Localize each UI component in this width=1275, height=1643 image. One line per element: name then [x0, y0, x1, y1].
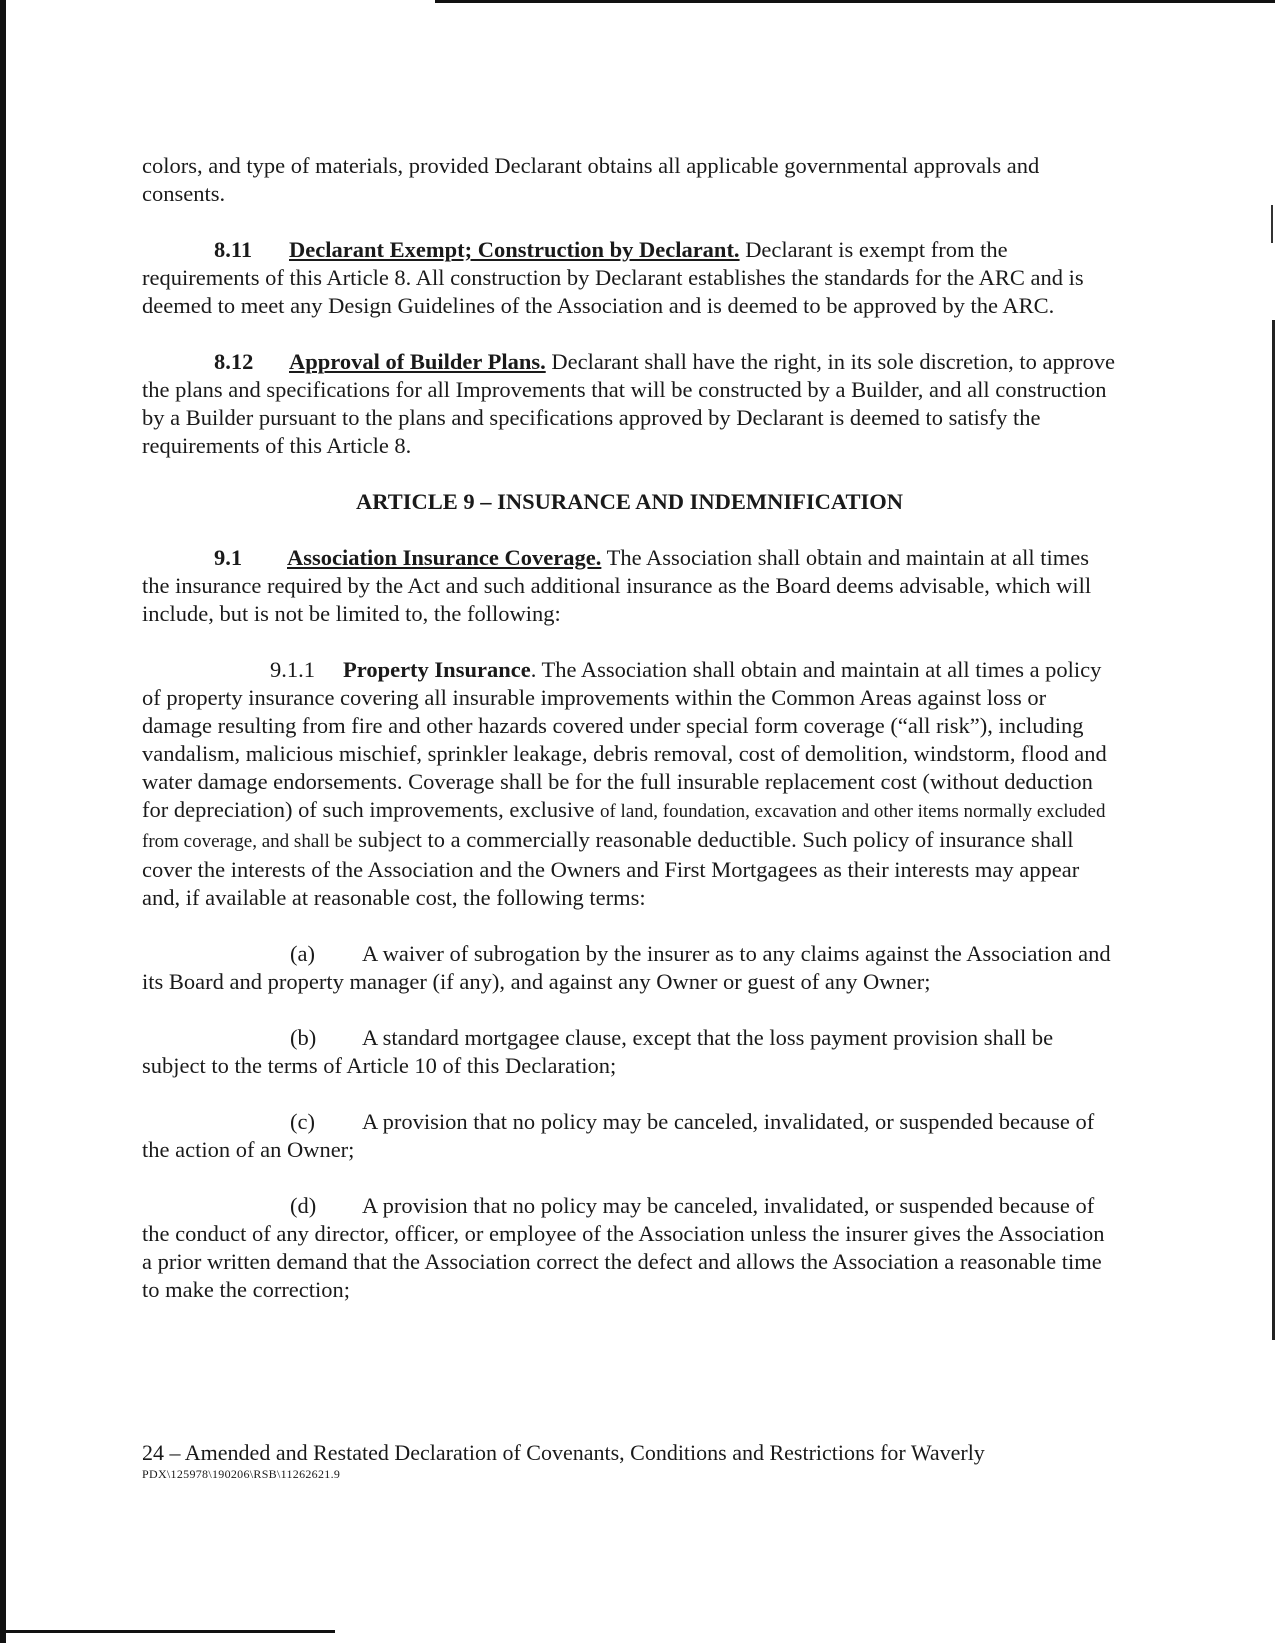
- scan-edge-right-mark: [1271, 205, 1273, 243]
- section-number: 9.1: [214, 545, 243, 570]
- section-title: Association Insurance Coverage.: [287, 545, 602, 570]
- scan-edge-bottom: [0, 1630, 335, 1633]
- section-body: Declarant is exempt from the requirements of this Article 8. All construction by Declarant establishes the standards for the ARC and is deemed to meet any Design Guidelines of the Association and is deemed to be approved by the ARC.: [142, 237, 1084, 318]
- item-text: A provision that no policy may be canceled, invalidated, or suspended because of the conduct of any director, officer, or employee of the Association unless the insurer gives the Association a prior written demand that the Association correct the defect and allows the Association a reasonable time to make the correction;: [142, 1193, 1105, 1302]
- list-item-d: [142, 1192, 1117, 1304]
- subsection-number: 9.1.1: [270, 657, 315, 682]
- document-page: [142, 152, 1117, 1332]
- article-heading: ARTICLE 9 – INSURANCE AND INDEMNIFICATION: [356, 489, 903, 514]
- item-label: (a): [290, 941, 315, 966]
- section-number: 8.11: [214, 237, 253, 262]
- item-label: (b): [290, 1025, 317, 1050]
- item-text: A provision that no policy may be canceled, invalidated, or suspended because of the action of an Owner;: [142, 1109, 1095, 1162]
- subsection-body: . The Association shall obtain and maintain at all times a policy of property insurance covering all insurable improvements within the Common Areas against loss or damage resulting from fire and other hazards covered under special form coverage (“all risk”), including vandalism, malicious mischief, sprinkler leakage, debris removal, cost of demolition, windstorm, flood and water damage endorsements. Coverage shall be for the full insurable replacement cost (without deduction for depreciation) of such improvements, exclusive: [142, 657, 1107, 822]
- section-body: The Association shall obtain and maintain at all times the insurance required by the Act and such additional insurance as the Board deems advisable, which will include, but is not be limited to, the following:: [142, 545, 1092, 626]
- section-8-12: [142, 348, 1117, 460]
- scan-edge-top: [435, 0, 1275, 3]
- continuation-paragraph: colors, and type of materials, provided Declarant obtains all applicable governmental approvals and consents.: [142, 153, 1040, 206]
- list-item-a: [142, 940, 1117, 996]
- item-text: A waiver of subrogation by the insurer as to any claims against the Association and its Board and property manager (if any), and against any Owner or guest of any Owner;: [142, 941, 1111, 994]
- list-item-b: [142, 1024, 1117, 1080]
- subsection-body-small: of land, foundation, excavation and other items normally excluded from coverage, and shall be: [142, 801, 1106, 852]
- section-9-1: [142, 544, 1117, 628]
- item-label: (c): [290, 1109, 315, 1134]
- section-title: Approval of Builder Plans.: [289, 349, 546, 374]
- subsection-9-1-1: [142, 656, 1117, 912]
- item-label: (d): [290, 1193, 317, 1218]
- section-8-11: [142, 236, 1117, 320]
- footer-page-line: 24 – Amended and Restated Declaration of Covenants, Conditions and Restrictions for Waverly: [142, 1440, 985, 1465]
- page-footer: [142, 1440, 1122, 1482]
- subsection-body-end: subject to a commercially reasonable deductible. Such policy of insurance shall cover the interests of the Association and the Owners and First Mortgagees as their interests may appear and, if available at reasonable cost, the following terms:: [142, 827, 1080, 910]
- section-body: Declarant shall have the right, in its sole discretion, to approve the plans and specifications for all Improvements that will be constructed by a Builder, and all construction by a Builder pursuant to the plans and specifications approved by Declarant is deemed to satisfy the requirements of this Article 8.: [142, 349, 1115, 458]
- list-item-c: [142, 1108, 1117, 1164]
- footer-document-id: PDX\125978\190206\RSB\11262621.9: [142, 1467, 341, 1481]
- section-number: 8.12: [214, 349, 254, 374]
- scan-edge-left: [0, 0, 6, 1643]
- subsection-title: Property Insurance: [343, 657, 531, 682]
- item-text: A standard mortgagee clause, except that the loss payment provision shall be subject to the terms of Article 10 of this Declaration;: [142, 1025, 1054, 1078]
- section-title: Declarant Exempt; Construction by Declarant.: [289, 237, 740, 262]
